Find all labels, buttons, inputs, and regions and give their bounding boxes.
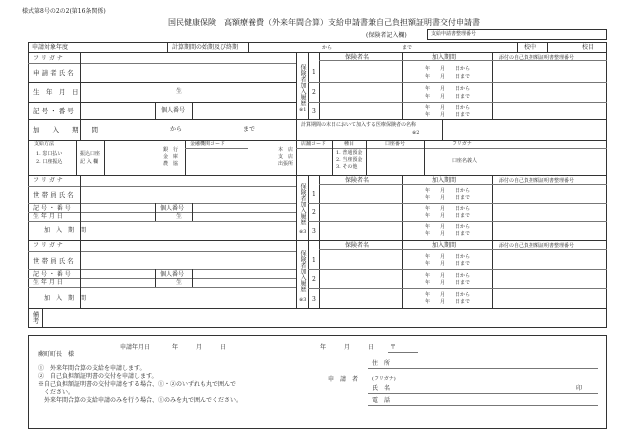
holder-label: 口座名義人 (452, 158, 478, 164)
decl-note-3: 外来年間合算の支給申請のみを行う場合、①のみを丸で囲んでください。 (44, 397, 243, 404)
branch-3: 出張所 (278, 161, 294, 167)
sign-name-label: 氏 名 (372, 385, 391, 392)
hh2-history-note: ※3 (299, 297, 307, 303)
insured-history-label: 保険者加入履歴 (299, 64, 306, 106)
hh2-enroll-label: 加 入 期 間 (44, 295, 87, 302)
applicant-enroll-to: まで (243, 126, 256, 133)
branch-1: 本 店 (278, 147, 294, 153)
insured-row-2-from: 年 月 日から (425, 86, 471, 92)
seal-mark: 印 (576, 385, 583, 392)
transfer-label-2: 記 入 欄 (80, 159, 99, 165)
last-insurer-note: ※2 (412, 130, 420, 136)
form-frame (28, 42, 607, 328)
pay-opt2[interactable]: 2. 口座振込 (36, 159, 63, 165)
address-label: 住 所 (372, 360, 391, 367)
right-date: 年 月 日 (320, 344, 375, 351)
hh1-row-3-to: 年 月 日まで (425, 231, 471, 237)
hh1-furigana: フ リ ガ ナ (33, 177, 63, 184)
insured-row-1-no: 1 (312, 69, 316, 76)
hh1-row-2-to: 年 月 日まで (425, 213, 471, 219)
applicant-sign-label: 申 請 者 (328, 376, 359, 383)
form-title: 国民健康保険 高額療養費（外来年間合算）支給申請書兼自己負担額証明書交付申請書 (168, 18, 480, 27)
hh2-row-1-from: 年 月 日から (425, 254, 471, 260)
hh2-row-1-no: 1 (312, 257, 316, 264)
kind-3[interactable]: 3. その他 (336, 164, 358, 170)
insured-row-3-to: 年 月 日まで (425, 112, 471, 118)
hh2-birth-sex: 生 (176, 279, 183, 286)
insured-cert-no: 添付の自己負担額証明書整理番号 (499, 55, 575, 61)
applicant-enroll-label: 加 入 期 間 (33, 126, 98, 134)
decl-note-2: ください。 (44, 389, 75, 396)
insurer-box-label: 支給申請書整理番号 (431, 31, 477, 37)
hh1-cert-no: 添付の自己負担額証明書整理番号 (499, 178, 575, 184)
hh1-row-1-to: 年 月 日まで (425, 195, 471, 201)
branch-code-label: 店舗コード (301, 141, 327, 147)
applicant-furigana: フ リ ガ ナ (33, 55, 63, 62)
sign-furigana: (フリガナ) (372, 376, 396, 382)
calc-from: から (322, 45, 333, 51)
applicant-name-label: 申 請 者 氏 名 (33, 69, 74, 77)
target-year-label: 申請対象年度 (32, 44, 69, 51)
school-label: 校中 (524, 44, 537, 51)
last-insurer-label: 計算期間の末日において加入する医療保険者の名称 (301, 122, 417, 128)
hh1-row-2-from: 年 月 日から (425, 206, 471, 212)
applicant-personal-no: 個人番号 (161, 107, 186, 114)
insured-row-1-to: 年 月 日まで (425, 74, 471, 80)
hh2-history-label: 保険者加入履歴 (299, 250, 306, 292)
apply-date-ymd: 年 月 日 (172, 344, 227, 351)
applicant-enroll-from: から (170, 126, 183, 133)
insured-row-3-from: 年 月 日から (425, 105, 471, 111)
hh2-insurer-name: 保険者名 (345, 242, 370, 249)
hh1-history-label: 保険者加入履歴 (299, 183, 306, 225)
account-no-label: 口座番号 (385, 141, 406, 147)
hh2-birth-label: 生 年 月 日 (33, 279, 63, 286)
hh2-personal-no: 個人番号 (160, 271, 185, 278)
hh2-row-1-to: 年 月 日まで (425, 261, 471, 267)
decl-item-2[interactable]: ② 自己負担額証明書の交付を申請します。 (38, 373, 158, 380)
hh1-birth-label: 生 年 月 日 (33, 213, 63, 220)
hh1-enroll-label: 加 入 期 間 (44, 227, 87, 234)
insured-insurer-name: 保険者名 (345, 54, 370, 61)
hh1-history-note: ※3 (299, 229, 307, 235)
insured-row-1-from: 年 月 日から (425, 66, 471, 72)
pay-opt1[interactable]: 1. 窓口払い (36, 151, 63, 157)
bank-1: 銀 行 (163, 147, 179, 153)
hh1-name-label: 世 帯 員 氏 名 (33, 191, 74, 199)
apply-date-label: 申請年月日 (120, 344, 151, 351)
kind-2[interactable]: 2. 当座預金 (336, 157, 363, 163)
calc-to: まで (402, 45, 413, 51)
insured-row-2-no: 2 (312, 89, 316, 96)
hh2-period: 加入期間 (432, 242, 457, 249)
kind-label: 種目 (344, 141, 355, 147)
decl-item-1[interactable]: ① 外来年間合算の支給を申請します。 (38, 365, 146, 372)
hh2-name-label: 世 帯 員 氏 名 (33, 257, 74, 265)
insurer-note: (保険者記入欄) (366, 32, 407, 39)
hh2-row-2-no: 2 (312, 276, 316, 283)
insured-period: 加入期間 (432, 54, 457, 61)
school-end-label: 校目 (582, 44, 595, 51)
remarks-label: 備考 (31, 311, 40, 324)
insured-row-3-no: 3 (312, 108, 316, 115)
hh2-row-3-no: 3 (312, 296, 316, 303)
bank-code-label: 金融機関コード (190, 141, 226, 147)
hh2-row-2-to: 年 月 日まで (425, 280, 471, 286)
hh2-cert-no: 添付の自己負担額証明書整理番号 (499, 243, 575, 249)
hh2-furigana: フ リ ガ ナ (33, 242, 63, 249)
branch-2: 支 店 (278, 154, 294, 160)
hh1-row-1-from: 年 月 日から (425, 188, 471, 194)
hh1-row-1-no: 1 (312, 191, 316, 198)
hh1-period: 加入期間 (432, 177, 457, 184)
applicant-birth-label: 生 年 月 日 (33, 88, 79, 96)
addressee: 蕨町町長 様 (38, 351, 75, 358)
hh1-insurer-name: 保険者名 (345, 177, 370, 184)
bank-2: 金 庫 (163, 154, 179, 160)
insured-row-2-to: 年 月 日まで (425, 94, 471, 100)
bank-3: 農 協 (163, 161, 179, 167)
hh2-row-3-to: 年 月 日まで (425, 299, 471, 305)
hh2-row-2-from: 年 月 日から (425, 273, 471, 279)
calc-period-label: 計算期間の始期及び終期 (172, 44, 239, 51)
hh1-birth-sex: 生 (176, 213, 183, 220)
postal-mark: 〒 (390, 344, 397, 351)
applicant-symbol-label: 記 号 ・ 番 号 (33, 107, 74, 115)
hh1-personal-no: 個人番号 (160, 205, 185, 212)
phone-label: 電 話 (372, 397, 391, 404)
hh1-row-2-no: 2 (312, 209, 316, 216)
kind-1[interactable]: 1. 普通預金 (336, 150, 363, 156)
pay-method-label: 支給方法 (34, 141, 55, 147)
form-number: 様式第8号の2の2(第16条関係) (22, 8, 106, 15)
hh1-symbol-label: 記 号 ・ 番 号 (33, 205, 71, 212)
hh2-row-3-from: 年 月 日から (425, 292, 471, 298)
hh2-symbol-label: 記 号 ・ 番 号 (33, 271, 71, 278)
decl-note-1: ※自己負担額証明書の交付申請をする場合、①・②のいずれも丸で囲んで (38, 381, 237, 388)
holder-furigana-label: フリガナ (452, 141, 472, 147)
transfer-label-1: 振込口座 (80, 151, 101, 157)
hh1-row-3-no: 3 (312, 228, 316, 235)
hh1-row-3-from: 年 月 日から (425, 224, 471, 230)
insured-history-note: ※1 (299, 107, 307, 113)
applicant-birth-sex: 生 (176, 88, 183, 95)
